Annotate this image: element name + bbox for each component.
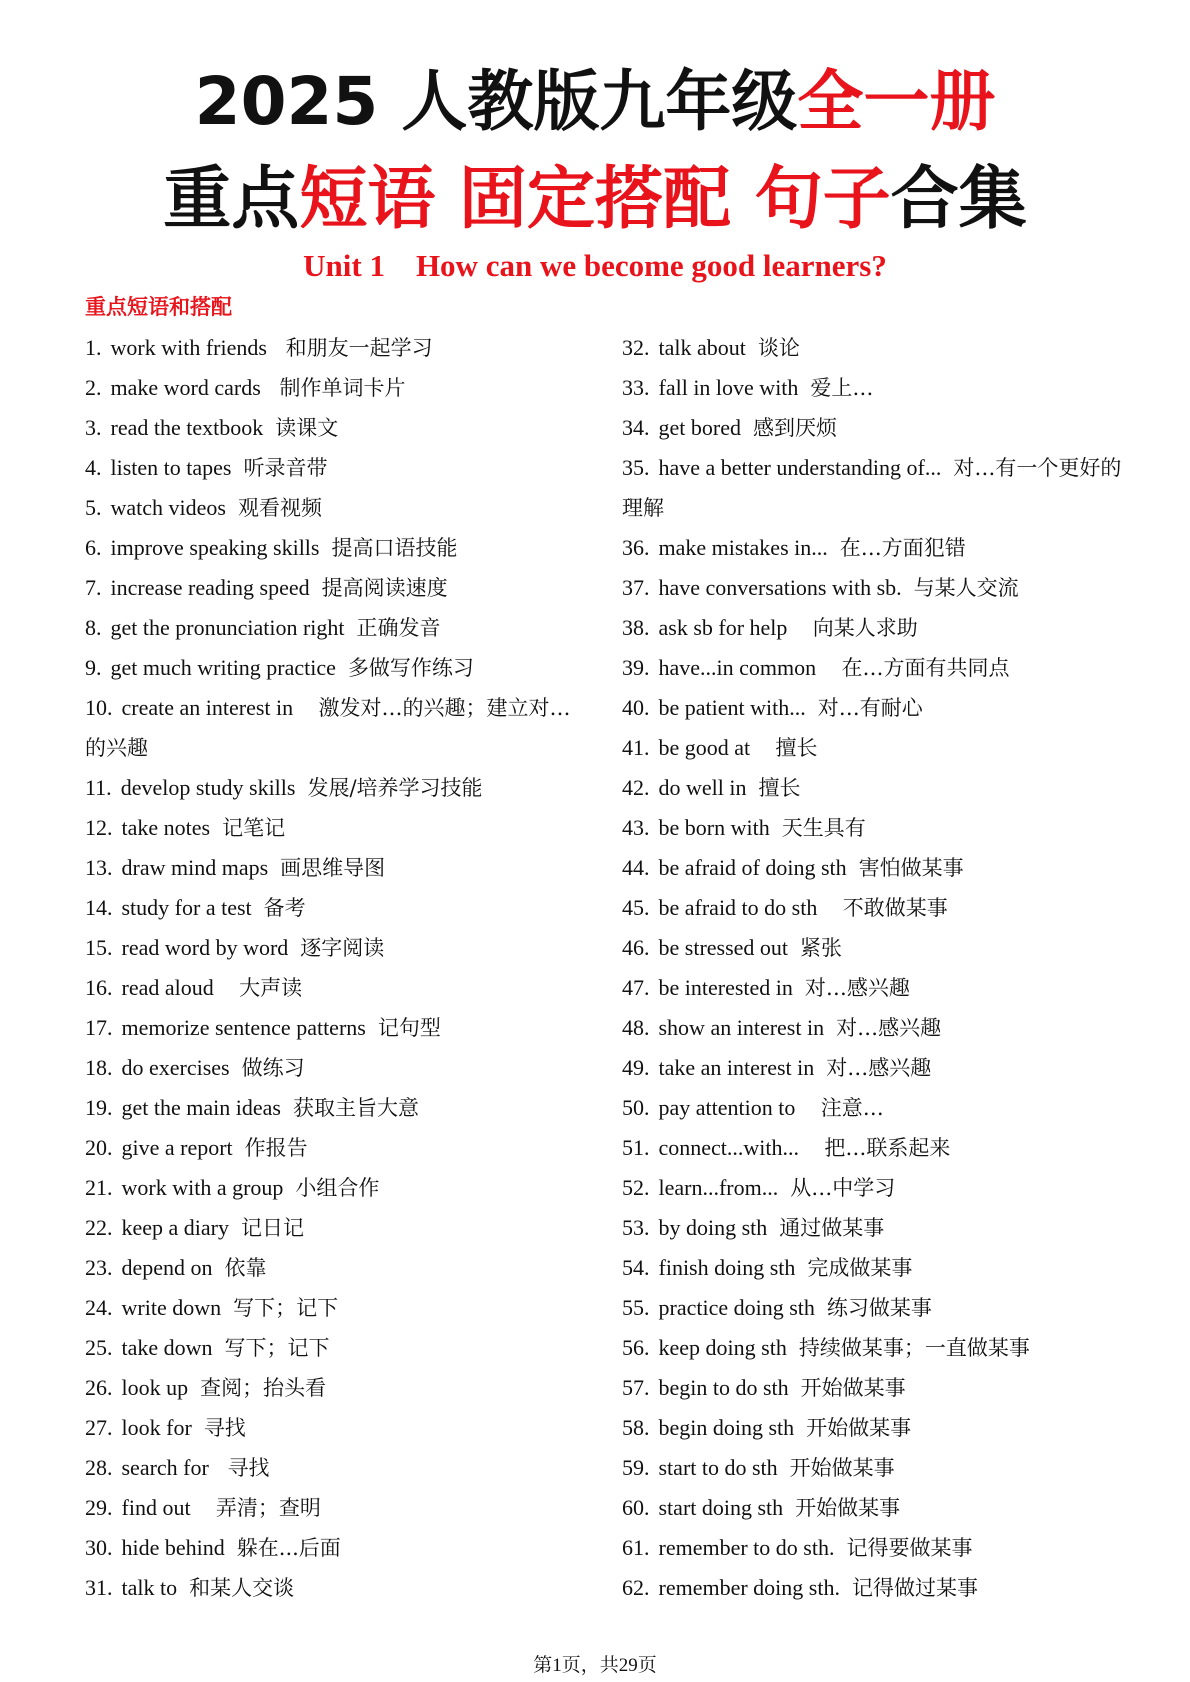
phrase-english: increase reading speed xyxy=(110,575,310,600)
phrase-english: draw mind maps xyxy=(121,855,269,880)
phrase-number: 18. xyxy=(85,1055,113,1080)
phrase-number: 13. xyxy=(85,855,113,880)
phrase-number: 9. xyxy=(85,655,102,680)
phrase-chinese: 读课文 xyxy=(275,416,339,440)
phrase-english: memorize sentence patterns xyxy=(121,1015,366,1040)
phrase-chinese: 对…有耐心 xyxy=(817,696,923,720)
phrase-item xyxy=(622,848,1127,888)
phrase-chinese: 害怕做某事 xyxy=(858,856,964,880)
phrase-number: 14. xyxy=(85,895,113,920)
phrase-chinese: 开始做某事 xyxy=(806,1416,912,1440)
phrase-item xyxy=(85,1328,585,1368)
phrase-item xyxy=(85,1488,585,1528)
phrase-item xyxy=(85,1048,585,1088)
main-title-line-2 xyxy=(0,155,1190,245)
phrase-english: by doing sth xyxy=(658,1215,768,1240)
phrase-item xyxy=(85,1528,585,1568)
phrase-item xyxy=(622,928,1127,968)
phrase-number: 16. xyxy=(85,975,113,1000)
phrase-english: begin to do sth xyxy=(658,1375,789,1400)
phrase-item xyxy=(85,328,585,368)
phrase-english: take notes xyxy=(121,815,211,840)
phrase-english: read word by word xyxy=(121,935,289,960)
phrase-item xyxy=(622,528,1127,568)
phrase-item xyxy=(622,1488,1127,1528)
phrase-number: 61. xyxy=(622,1535,650,1560)
phrase-chinese: 擅长 xyxy=(758,776,801,800)
phrase-number: 10. xyxy=(85,695,113,720)
phrase-chinese: 寻找 xyxy=(220,1456,270,1480)
phrase-item xyxy=(85,1008,585,1048)
phrase-item xyxy=(622,568,1127,608)
phrase-item xyxy=(622,1128,1127,1168)
phrase-item xyxy=(85,808,585,848)
phrase-chinese: 不敢做某事 xyxy=(829,896,948,920)
phrase-english: get the main ideas xyxy=(121,1095,281,1120)
phrase-english: read the textbook xyxy=(110,415,264,440)
phrase-number: 39. xyxy=(622,655,650,680)
phrase-chinese: 记得要做某事 xyxy=(846,1536,973,1560)
phrase-chinese: 记句型 xyxy=(377,1016,441,1040)
phrase-number: 17. xyxy=(85,1015,113,1040)
phrase-english: do exercises xyxy=(121,1055,230,1080)
phrase-item xyxy=(622,968,1127,1008)
phrase-chinese: 持续做某事；一直做某事 xyxy=(798,1336,1030,1360)
phrase-item xyxy=(85,688,585,768)
phrase-chinese: 在…方面犯错 xyxy=(839,536,966,560)
phrase-english: develop study skills xyxy=(120,775,296,800)
phrase-chinese: 把…联系起来 xyxy=(811,1136,951,1160)
phrase-number: 35. xyxy=(622,455,650,480)
phrase-number: 43. xyxy=(622,815,650,840)
phrase-english: get much writing practice xyxy=(110,655,336,680)
phrase-english: look for xyxy=(121,1415,192,1440)
phrase-english: remember to do sth. xyxy=(658,1535,835,1560)
phrase-english: show an interest in xyxy=(658,1015,825,1040)
phrase-number: 8. xyxy=(85,615,102,640)
phrase-english: search for xyxy=(121,1455,209,1480)
phrase-chinese: 躲在...后面 xyxy=(236,1536,341,1560)
phrase-number: 55. xyxy=(622,1295,650,1320)
phrase-number: 26. xyxy=(85,1375,113,1400)
phrase-english: read aloud xyxy=(121,975,214,1000)
phrase-item xyxy=(622,1248,1127,1288)
phrase-english: have a better understanding of... xyxy=(658,455,942,480)
phrase-chinese: 练习做某事 xyxy=(826,1296,932,1320)
phrase-english: learn...from... xyxy=(658,1175,779,1200)
phrase-english: listen to tapes xyxy=(110,455,232,480)
phrase-number: 44. xyxy=(622,855,650,880)
phrase-english: get the pronunciation right xyxy=(110,615,345,640)
phrase-english: work with friends xyxy=(110,335,267,360)
phrase-item xyxy=(622,1328,1127,1368)
phrase-english: pay attention to xyxy=(658,1095,796,1120)
phrase-chinese: 多做写作练习 xyxy=(347,656,474,680)
phrase-number: 37. xyxy=(622,575,650,600)
phrase-number: 22. xyxy=(85,1215,113,1240)
phrase-english: talk to xyxy=(121,1575,178,1600)
phrase-english: start doing sth xyxy=(658,1495,784,1520)
phrase-english: talk about xyxy=(658,335,746,360)
phrase-item xyxy=(85,488,585,528)
phrase-english: take an interest in xyxy=(658,1055,815,1080)
phrase-chinese: 获取主旨大意 xyxy=(292,1096,419,1120)
phrase-item xyxy=(85,1408,585,1448)
phrase-item xyxy=(85,408,585,448)
phrase-number: 62. xyxy=(622,1575,650,1600)
phrase-number: 60. xyxy=(622,1495,650,1520)
phrase-english: watch videos xyxy=(110,495,226,520)
phrase-item xyxy=(85,1168,585,1208)
phrase-chinese: 向某人求助 xyxy=(799,616,918,640)
phrase-item xyxy=(622,1568,1127,1608)
phrase-number: 19. xyxy=(85,1095,113,1120)
phrase-chinese: 擅长 xyxy=(762,736,818,760)
phrase-number: 36. xyxy=(622,535,650,560)
phrase-item xyxy=(85,1128,585,1168)
phrase-chinese: 对…有一个更好的理解 xyxy=(622,456,1122,520)
phrase-english: create an interest in xyxy=(121,695,294,720)
phrase-number: 6. xyxy=(85,535,102,560)
phrase-item xyxy=(85,648,585,688)
phrase-item xyxy=(622,888,1127,928)
phrase-number: 28. xyxy=(85,1455,113,1480)
phrase-english: make word cards xyxy=(110,375,261,400)
phrase-english: be afraid of doing sth xyxy=(658,855,847,880)
phrase-number: 38. xyxy=(622,615,650,640)
phrase-chinese: 与某人交流 xyxy=(913,576,1019,600)
phrase-english: write down xyxy=(121,1295,222,1320)
phrase-item xyxy=(622,1408,1127,1448)
phrase-chinese: 激发对…的兴趣；建立对…的兴趣 xyxy=(85,696,571,760)
phrase-number: 50. xyxy=(622,1095,650,1120)
phrase-chinese: 提高口语技能 xyxy=(331,536,458,560)
phrase-item xyxy=(622,1528,1127,1568)
phrase-item xyxy=(622,1448,1127,1488)
phrase-item xyxy=(85,568,585,608)
phrase-english: practice doing sth xyxy=(658,1295,815,1320)
phrase-english: ask sb for help xyxy=(658,615,788,640)
phrase-english: begin doing sth xyxy=(658,1415,795,1440)
phrase-number: 7. xyxy=(85,575,102,600)
phrase-item xyxy=(622,368,1127,408)
phrase-item xyxy=(85,368,585,408)
phrase-english: find out xyxy=(121,1495,191,1520)
phrase-english: be patient with... xyxy=(658,695,806,720)
phrase-english: work with a group xyxy=(121,1175,284,1200)
phrase-number: 47. xyxy=(622,975,650,1000)
phrase-chinese: 天生具有 xyxy=(781,816,866,840)
phrase-number: 40. xyxy=(622,695,650,720)
phrase-item xyxy=(85,1568,585,1608)
phrase-english: finish doing sth xyxy=(658,1255,796,1280)
phrase-chinese: 通过做某事 xyxy=(779,1216,885,1240)
title-segment: 全一册 xyxy=(797,63,996,140)
phrase-chinese: 备考 xyxy=(263,896,306,920)
phrase-item xyxy=(622,768,1127,808)
phrase-chinese: 提高阅读速度 xyxy=(321,576,448,600)
phrase-chinese: 观看视频 xyxy=(237,496,322,520)
phrase-english: remember doing sth. xyxy=(658,1575,840,1600)
phrase-item xyxy=(622,408,1127,448)
phrase-item xyxy=(85,888,585,928)
phrase-item xyxy=(85,608,585,648)
phrase-chinese: 正确发音 xyxy=(356,616,441,640)
phrase-item xyxy=(622,1048,1127,1088)
title-segment: 短语 固定搭配 句子 xyxy=(299,160,891,239)
phrase-number: 30. xyxy=(85,1535,113,1560)
phrase-number: 53. xyxy=(622,1215,650,1240)
phrase-chinese: 写下；记下 xyxy=(224,1336,330,1360)
phrase-number: 2. xyxy=(85,375,102,400)
phrase-number: 1. xyxy=(85,335,102,360)
phrase-english: get bored xyxy=(658,415,741,440)
phrase-item xyxy=(85,1248,585,1288)
phrase-item xyxy=(85,1208,585,1248)
phrase-number: 24. xyxy=(85,1295,113,1320)
phrase-chinese: 和某人交谈 xyxy=(189,1576,295,1600)
title-segment: 2025 人教版九年级 xyxy=(194,63,798,140)
phrase-number: 4. xyxy=(85,455,102,480)
phrase-english: make mistakes in... xyxy=(658,535,828,560)
phrase-number: 41. xyxy=(622,735,650,760)
phrase-chinese: 在…方面有共同点 xyxy=(828,656,1010,680)
phrase-item xyxy=(85,1088,585,1128)
phrase-english: give a report xyxy=(121,1135,233,1160)
phrase-chinese: 作报告 xyxy=(244,1136,308,1160)
phrase-item xyxy=(622,328,1127,368)
phrase-number: 52. xyxy=(622,1175,650,1200)
phrase-english: be stressed out xyxy=(658,935,789,960)
phrase-chinese: 完成做某事 xyxy=(807,1256,913,1280)
phrase-english: be born with xyxy=(658,815,770,840)
phrase-number: 49. xyxy=(622,1055,650,1080)
phrase-chinese: 寻找 xyxy=(203,1416,246,1440)
phrase-number: 3. xyxy=(85,415,102,440)
phrase-item xyxy=(622,1008,1127,1048)
phrase-number: 21. xyxy=(85,1175,113,1200)
title-segment: 合集 xyxy=(890,160,1027,239)
phrase-item xyxy=(85,448,585,488)
phrase-number: 54. xyxy=(622,1255,650,1280)
phrase-english: start to do sth xyxy=(658,1455,778,1480)
phrase-chinese: 做练习 xyxy=(241,1056,305,1080)
phrase-number: 42. xyxy=(622,775,650,800)
phrase-number: 31. xyxy=(85,1575,113,1600)
phrase-number: 56. xyxy=(622,1335,650,1360)
phrase-item xyxy=(622,608,1127,648)
phrase-item xyxy=(85,848,585,888)
phrase-number: 25. xyxy=(85,1335,113,1360)
phrase-chinese: 记得做过某事 xyxy=(851,1576,978,1600)
phrase-item xyxy=(622,648,1127,688)
phrase-item xyxy=(622,1288,1127,1328)
phrase-item xyxy=(622,448,1127,528)
phrase-list-right xyxy=(622,328,1127,1608)
phrase-english: be interested in xyxy=(658,975,793,1000)
phrase-chinese: 对…感兴趣 xyxy=(826,1056,932,1080)
phrase-chinese: 发展/培养学习技能 xyxy=(307,776,483,800)
phrase-chinese: 爱上… xyxy=(810,376,874,400)
phrase-english: study for a test xyxy=(121,895,252,920)
phrase-number: 20. xyxy=(85,1135,113,1160)
phrase-number: 59. xyxy=(622,1455,650,1480)
phrase-item xyxy=(622,728,1127,768)
phrase-chinese: 谈论 xyxy=(757,336,800,360)
phrase-chinese: 写下；记下 xyxy=(233,1296,339,1320)
section-heading: 重点短语和搭配 xyxy=(85,295,232,319)
phrase-chinese: 弄清；查明 xyxy=(202,1496,321,1520)
phrase-chinese: 开始做某事 xyxy=(795,1496,901,1520)
phrase-chinese: 对…感兴趣 xyxy=(804,976,910,1000)
phrase-english: do well in xyxy=(658,775,747,800)
phrase-number: 15. xyxy=(85,935,113,960)
phrase-number: 11. xyxy=(85,775,112,800)
phrase-english: hide behind xyxy=(121,1535,225,1560)
phrase-item xyxy=(622,1368,1127,1408)
phrase-chinese: 和朋友一起学习 xyxy=(278,336,433,360)
phrase-english: depend on xyxy=(121,1255,213,1280)
phrase-item xyxy=(85,968,585,1008)
phrase-english: fall in love with xyxy=(658,375,799,400)
page-footer: 第1页，共29页 xyxy=(533,1655,657,1676)
phrase-item xyxy=(85,528,585,568)
phrase-english: improve speaking skills xyxy=(110,535,320,560)
phrase-number: 58. xyxy=(622,1415,650,1440)
phrase-english: connect...with... xyxy=(658,1135,800,1160)
phrase-item xyxy=(622,1208,1127,1248)
phrase-number: 33. xyxy=(622,375,650,400)
phrase-item xyxy=(85,1368,585,1408)
phrase-number: 12. xyxy=(85,815,113,840)
phrase-english: be good at xyxy=(658,735,751,760)
phrase-item xyxy=(622,1168,1127,1208)
phrase-number: 29. xyxy=(85,1495,113,1520)
phrase-item xyxy=(85,768,585,808)
phrase-item xyxy=(622,1088,1127,1128)
phrase-chinese: 对…感兴趣 xyxy=(836,1016,942,1040)
phrase-chinese: 制作单词卡片 xyxy=(272,376,406,400)
phrase-english: take down xyxy=(121,1335,213,1360)
phrase-chinese: 紧张 xyxy=(800,936,843,960)
phrase-chinese: 开始做某事 xyxy=(789,1456,895,1480)
phrase-chinese: 画思维导图 xyxy=(280,856,386,880)
phrase-number: 32. xyxy=(622,335,650,360)
phrase-chinese: 注意… xyxy=(807,1096,884,1120)
phrase-chinese: 记笔记 xyxy=(222,816,286,840)
phrase-item xyxy=(85,928,585,968)
phrase-chinese: 查阅；抬头看 xyxy=(200,1376,327,1400)
phrase-english: look up xyxy=(121,1375,189,1400)
phrase-english: keep a diary xyxy=(121,1215,229,1240)
phrase-chinese: 感到厌烦 xyxy=(752,416,837,440)
phrase-english: be afraid to do sth xyxy=(658,895,818,920)
phrase-english: keep doing sth xyxy=(658,1335,787,1360)
phrase-number: 34. xyxy=(622,415,650,440)
phrase-item xyxy=(622,688,1127,728)
phrase-chinese: 小组合作 xyxy=(295,1176,380,1200)
phrase-number: 48. xyxy=(622,1015,650,1040)
phrase-number: 23. xyxy=(85,1255,113,1280)
phrase-number: 57. xyxy=(622,1375,650,1400)
unit-title: Unit 1 How can we become good learners? xyxy=(303,248,887,283)
phrase-list-left xyxy=(85,328,585,1608)
phrase-chinese: 逐字阅读 xyxy=(300,936,385,960)
phrase-chinese: 大声读 xyxy=(225,976,303,1000)
phrase-number: 45. xyxy=(622,895,650,920)
phrase-chinese: 从…中学习 xyxy=(790,1176,896,1200)
phrase-chinese: 听录音带 xyxy=(243,456,328,480)
phrase-number: 5. xyxy=(85,495,102,520)
phrase-item xyxy=(85,1448,585,1488)
phrase-chinese: 开始做某事 xyxy=(800,1376,906,1400)
title-segment: 重点 xyxy=(163,160,300,239)
phrase-number: 46. xyxy=(622,935,650,960)
phrase-number: 51. xyxy=(622,1135,650,1160)
main-title-line-1 xyxy=(0,60,1190,144)
phrase-number: 27. xyxy=(85,1415,113,1440)
phrase-item xyxy=(622,808,1127,848)
phrase-chinese: 依靠 xyxy=(224,1256,267,1280)
phrase-english: have...in common xyxy=(658,655,817,680)
phrase-chinese: 记日记 xyxy=(241,1216,304,1240)
phrase-item xyxy=(85,1288,585,1328)
phrase-english: have conversations with sb. xyxy=(658,575,902,600)
